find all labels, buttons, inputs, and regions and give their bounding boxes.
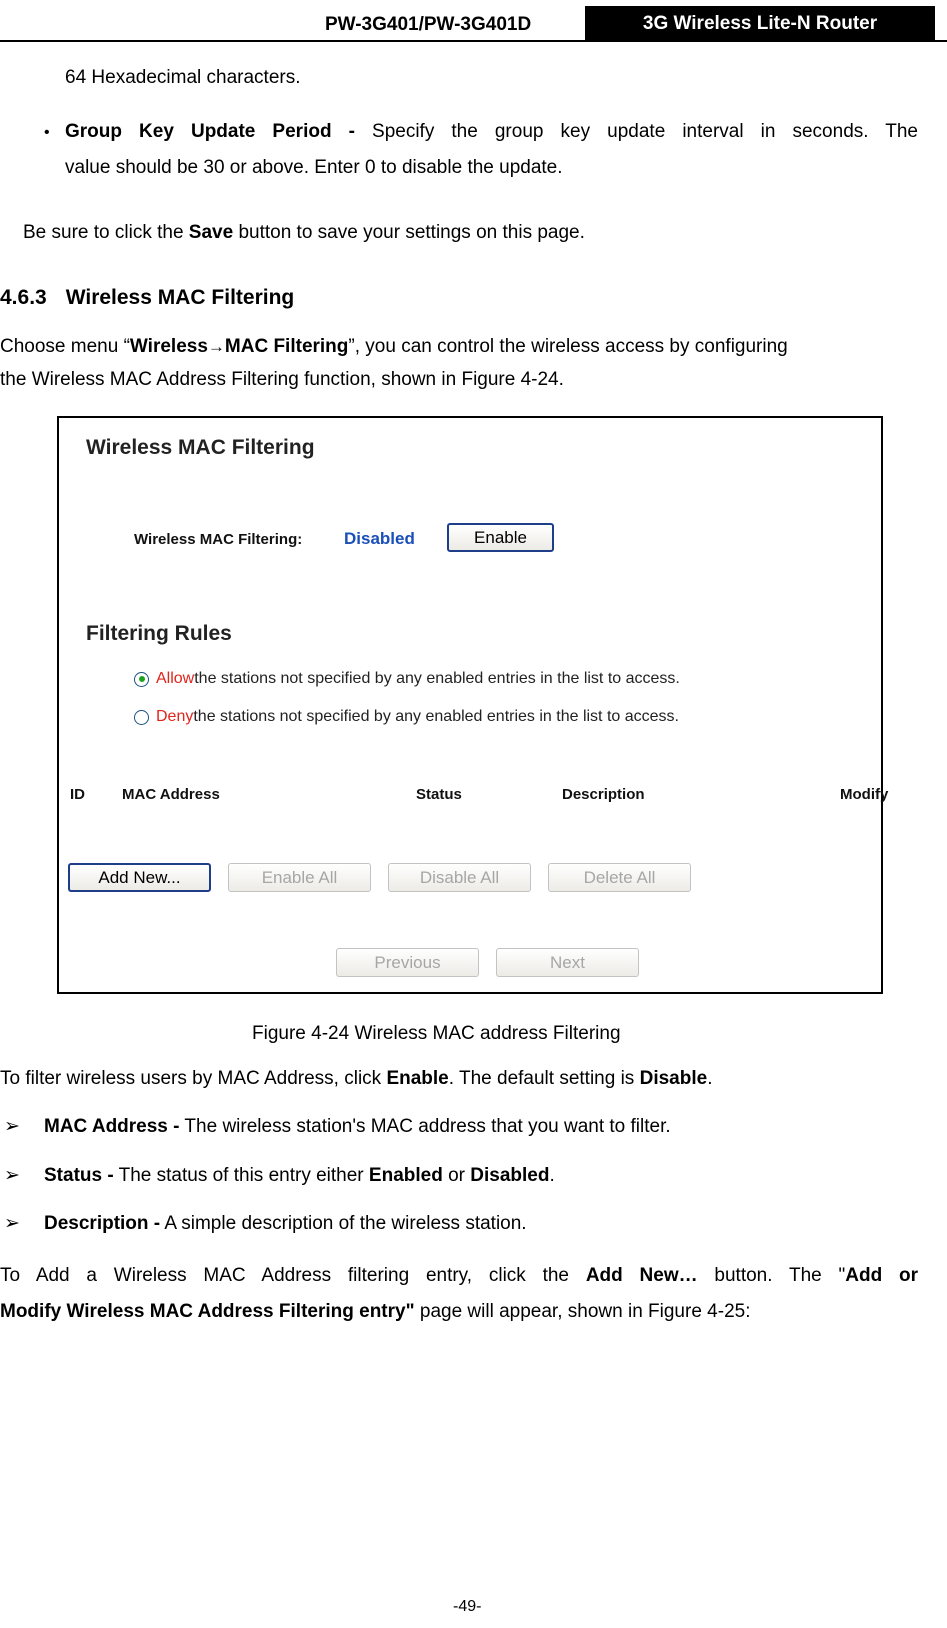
bullet-description: Description - A simple description of the wireless station. — [44, 1213, 527, 1234]
col-description: Description — [562, 786, 645, 803]
arrow-bullet-icon: ➢ — [4, 1116, 20, 1137]
figure-4-24 — [57, 416, 889, 994]
arrow-bullet-icon: ➢ — [4, 1213, 20, 1234]
bullet-dot: • — [44, 124, 50, 141]
allow-text: the stations not specified by any enabled entries in the list to access. — [194, 670, 680, 687]
rule-deny[interactable] — [134, 708, 679, 726]
allow-key: Allow — [156, 670, 195, 687]
arrow-bullet-icon: ➢ — [4, 1165, 20, 1186]
col-modify: Modify — [840, 786, 889, 803]
enable-all-button[interactable]: Enable All — [228, 863, 371, 892]
rule-allow[interactable] — [134, 670, 680, 688]
hex-line: 64 Hexadecimal characters. — [65, 67, 301, 88]
filter-label: Wireless MAC Filtering: — [134, 531, 303, 548]
add-new-button[interactable]: Add New... — [68, 863, 211, 892]
filter-instructions: To filter wireless users by MAC Address, click Enable. The default setting is Disable. — [0, 1068, 713, 1089]
section-heading: 4.6.3 Wireless MAC Filtering — [0, 286, 295, 309]
figure-caption: Figure 4-24 Wireless MAC address Filtering — [252, 1023, 621, 1044]
choose-menu-line-1: Choose menu “Wireless→MAC Filtering”, you can control the wireless access by configuring — [0, 336, 788, 357]
allow-radio[interactable] — [134, 672, 149, 687]
filter-status: Disabled — [344, 529, 415, 548]
add-instructions-line-2: Modify Wireless MAC Address Filtering entry" page will appear, shown in Figure 4-25: — [0, 1301, 751, 1322]
col-mac-address: MAC Address — [122, 786, 220, 803]
figure-title: Wireless MAC Filtering — [86, 436, 315, 459]
col-status: Status — [416, 786, 462, 803]
group-key-line-2: value should be 30 or above. Enter 0 to disable the update. — [65, 157, 563, 178]
previous-button[interactable]: Previous — [336, 948, 479, 977]
header-model: PW-3G401/PW-3G401D — [325, 14, 532, 35]
filtering-rules-title: Filtering Rules — [86, 622, 232, 645]
header-product-tab: 3G Wireless Lite-N Router — [585, 6, 935, 42]
bullet-mac-address: MAC Address - The wireless station's MAC address that you want to filter. — [44, 1116, 671, 1137]
page-number: -49- — [453, 1598, 482, 1615]
add-instructions-line-1: To Add a Wireless MAC Address filtering entry, click the Add New… button. The "Add or — [0, 1265, 919, 1286]
col-id: ID — [70, 786, 85, 803]
disable-all-button[interactable]: Disable All — [388, 863, 531, 892]
deny-radio[interactable] — [134, 710, 149, 725]
deny-key: Deny — [156, 708, 194, 725]
delete-all-button[interactable]: Delete All — [548, 863, 691, 892]
choose-menu-line-2: the Wireless MAC Address Filtering function, shown in Figure 4-24. — [0, 369, 564, 390]
bullet-status: Status - The status of this entry either Enabled or Disabled. — [44, 1165, 555, 1186]
save-note: Be sure to click the Save button to save your settings on this page. — [23, 222, 585, 243]
next-button[interactable]: Next — [496, 948, 639, 977]
group-key-line-1: Group Key Update Period - Specify the group key update interval in seconds. The — [65, 121, 919, 142]
deny-text: the stations not specified by any enabled entries in the list to access. — [193, 708, 679, 725]
enable-button[interactable]: Enable — [447, 523, 554, 552]
header-rule — [0, 40, 947, 42]
